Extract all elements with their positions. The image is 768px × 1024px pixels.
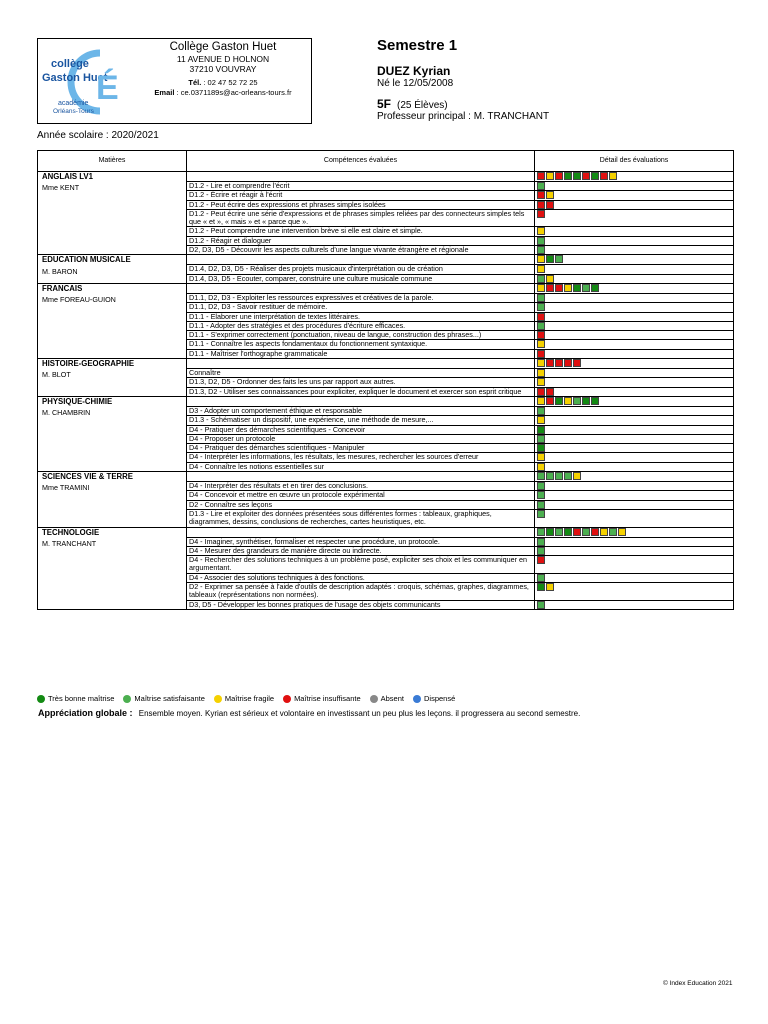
evaluation-square <box>582 284 590 292</box>
school-header-box <box>37 38 312 124</box>
skill-text: D1.2 - Peut comprendre une intervention brève si elle est claire et simple. <box>187 227 535 236</box>
skill-text: D4 - Concevoir et mettre en œuvre un protocole expérimental <box>187 491 535 500</box>
dot-icon <box>123 695 131 703</box>
legend-item <box>37 694 114 703</box>
skill-evaluations <box>535 509 734 527</box>
college-logo <box>38 41 128 121</box>
student-birthdate: Né le 12/05/2008 <box>377 78 454 89</box>
skill-evaluations <box>535 537 734 546</box>
skill-text: D1.4, D2, D3, D5 - Réaliser des projets musicaux d'interprétation ou de création <box>187 265 535 274</box>
subject-header-row <box>38 359 734 369</box>
skill-text: D1.3, D2 - Utiliser ses connaissances pour expliciter, expliquer le document et exercer son esprit critique <box>187 387 535 396</box>
subject-cell <box>38 396 187 471</box>
dot-icon <box>283 695 291 703</box>
appreciation-label: Appréciation globale : <box>38 708 133 718</box>
skill-text: D2, D3, D5 - Découvrir les aspects culturels d'une langue vivante étrangère et régionale <box>187 246 535 255</box>
skill-text: D4 - Connaître les notions essentielles sur <box>187 462 535 471</box>
evaluation-square <box>537 294 545 302</box>
skill-evaluations <box>535 236 734 245</box>
header-subjects: Matières <box>38 151 187 172</box>
evaluation-square <box>564 528 572 536</box>
skill-evaluations <box>535 582 734 600</box>
subject-name: FRANCAIS <box>42 283 83 293</box>
evaluation-square <box>537 191 545 199</box>
evaluation-square <box>537 510 545 518</box>
skill-text: D1.1 - Connaître les aspects fondamentaux du fonctionnement syntaxique. <box>187 340 535 349</box>
subject-header-row <box>38 255 734 265</box>
evaluation-square <box>573 472 581 480</box>
evaluation-square <box>555 359 563 367</box>
evaluation-square <box>537 284 545 292</box>
subject-skill-blank <box>187 283 535 293</box>
svg-text:académie: académie <box>58 100 89 107</box>
skill-evaluations <box>535 331 734 340</box>
evaluation-square <box>537 547 545 555</box>
copyright: © Index Education 2021 <box>663 980 733 987</box>
evaluation-square <box>546 284 554 292</box>
evaluation-square <box>537 172 545 180</box>
plus-circle-icon <box>37 695 45 703</box>
evaluation-square <box>582 528 590 536</box>
subject-teacher: M. TRANCHANT <box>42 538 97 548</box>
dot-icon <box>214 695 222 703</box>
evaluation-square <box>537 275 545 283</box>
skill-text: D3 - Adopter un comportement éthique et responsable <box>187 406 535 415</box>
skill-evaluations <box>535 434 734 443</box>
evaluation-square <box>537 444 545 452</box>
legend-label: Absent <box>380 694 404 703</box>
skill-text: D4 - Imaginer, synthétiser, formaliser et respecter une procédure, un protocole. <box>187 537 535 546</box>
evaluation-square <box>573 359 581 367</box>
subject-header-row <box>38 283 734 293</box>
subject-summary-evaluations <box>535 283 734 293</box>
legend-item <box>283 694 361 703</box>
skill-evaluations <box>535 274 734 283</box>
evaluation-square <box>555 528 563 536</box>
evaluation-square <box>537 237 545 245</box>
subject-summary-evaluations <box>535 472 734 482</box>
skill-text: D1.3 - Schématiser un dispositif, une expérience, une méthode de mesure,... <box>187 416 535 425</box>
evaluation-square <box>573 397 581 405</box>
subject-skill-blank <box>187 472 535 482</box>
skill-text: D1.1, D2, D3 - Savoir restituer de mémoire. <box>187 303 535 312</box>
skill-text: D1.2 - Écrire et réagir à l'écrit <box>187 191 535 200</box>
table-header-row <box>38 151 734 172</box>
skill-text: D1.2 - Réagir et dialoguer <box>187 236 535 245</box>
skill-text: D1.2 - Lire et comprendre l'écrit <box>187 182 535 191</box>
evaluation-square <box>537 388 545 396</box>
skill-text: D1.4, D3, D5 - Ecouter, comparer, construire une culture musicale commune <box>187 274 535 283</box>
skill-text: D1.3, D2, D5 - Ordonner des faits les uns par rapport aux autres. <box>187 378 535 387</box>
subject-summary-evaluations <box>535 359 734 369</box>
skill-evaluations <box>535 209 734 227</box>
subject-summary-evaluations <box>535 172 734 182</box>
skill-text: D1.1 - Adopter des stratégies et des procédures d'écriture efficaces. <box>187 321 535 330</box>
evaluation-square <box>555 284 563 292</box>
legend-label: Très bonne maîtrise <box>48 694 115 703</box>
subject-teacher: M. BLOT <box>42 370 71 380</box>
evaluation-square <box>555 255 563 263</box>
subject-teacher: Mme KENT <box>42 183 80 193</box>
skill-evaluations <box>535 482 734 491</box>
legend-item <box>123 694 204 703</box>
evaluation-square <box>537 201 545 209</box>
evaluation-square <box>546 201 554 209</box>
appreciation-text: Ensemble moyen. Kyrian est sérieux et volontaire en investissant un peu plus les leçons. il progressera au second semestre. <box>138 709 581 718</box>
subject-teacher: Mme TRAMINI <box>42 483 90 493</box>
skill-text: D1.3 - Lire et exploiter des données présentées sous différentes formes : tableaux, graphiques, diagrammes, dessins, conclusions de recherches, cartes heuristiques, etc. <box>187 509 535 527</box>
subject-name: PHYSIQUE-CHIMIE <box>42 396 113 406</box>
subject-cell <box>38 527 187 609</box>
evaluation-square <box>573 284 581 292</box>
evaluation-square <box>537 501 545 509</box>
skill-evaluations <box>535 265 734 274</box>
evaluation-square <box>591 528 599 536</box>
evaluation-square <box>537 227 545 235</box>
subject-name: ANGLAIS LV1 <box>42 172 93 181</box>
evaluation-square <box>573 528 581 536</box>
evaluation-square <box>537 574 545 582</box>
evaluation-square <box>546 275 554 283</box>
subject-name: SCIENCES VIE & TERRE <box>42 472 133 482</box>
skill-text: D2 - Connaître ses leçons <box>187 500 535 509</box>
subject-header-row <box>38 172 734 182</box>
evaluation-square <box>546 359 554 367</box>
skill-evaluations <box>535 246 734 255</box>
legend-label: Maîtrise fragile <box>224 694 275 703</box>
evaluation-square <box>537 369 545 377</box>
subject-name: EDUCATION MUSICALE <box>42 255 131 265</box>
svg-text:É: É <box>96 69 119 107</box>
evaluation-square <box>537 528 545 536</box>
skill-text: D4 - Associer des solutions techniques à des fonctions. <box>187 573 535 582</box>
skill-text: D4 - Pratiquer des démarches scientifiques - Concevoir <box>187 425 535 434</box>
evaluation-square <box>546 191 554 199</box>
school-address-line1: 11 AVENUE D HOLNON <box>176 54 270 64</box>
evaluation-square <box>537 491 545 499</box>
subject-cell <box>38 172 187 255</box>
legend <box>37 694 455 703</box>
evaluation-table <box>37 150 734 610</box>
evaluation-square <box>537 426 545 434</box>
subject-cell <box>38 472 187 527</box>
student-name: DUEZ Kyrian <box>377 64 451 78</box>
evaluation-square <box>537 255 545 263</box>
evaluation-square <box>609 528 617 536</box>
skill-evaluations <box>535 444 734 453</box>
skill-text: D1.2 - Peut écrire des expressions et phrases simples isolées <box>187 200 535 209</box>
evaluation-square <box>564 397 572 405</box>
skill-evaluations <box>535 349 734 358</box>
skill-evaluations <box>535 546 734 555</box>
skill-evaluations <box>535 303 734 312</box>
evaluation-square <box>564 472 572 480</box>
evaluation-square <box>537 463 545 471</box>
legend-item <box>214 694 274 703</box>
evaluation-square <box>537 601 545 609</box>
evaluation-square <box>555 472 563 480</box>
evaluation-square <box>591 172 599 180</box>
subject-skill-blank <box>187 396 535 406</box>
evaluation-square <box>537 583 545 591</box>
skill-text: Connaître <box>187 369 535 378</box>
subject-skill-blank <box>187 359 535 369</box>
subject-summary-evaluations <box>535 255 734 265</box>
evaluation-square <box>537 313 545 321</box>
subject-skill-blank <box>187 255 535 265</box>
evaluation-square <box>537 407 545 415</box>
skill-evaluations <box>535 556 734 574</box>
skill-text: D1.1 - S'exprimer correctement (ponctuation, niveau de langue, construction des phrases...) <box>187 331 535 340</box>
skill-text: D4 - Proposer un protocole <box>187 434 535 443</box>
evaluation-square <box>537 265 545 273</box>
skill-evaluations <box>535 491 734 500</box>
school-year: Année scolaire : 2020/2021 <box>37 130 159 141</box>
subject-header-row <box>38 527 734 537</box>
main-teacher: Professeur principal : M. TRANCHANT <box>377 111 550 122</box>
skill-text: D4 - Pratiquer des démarches scientifiques - Manipuler <box>187 444 535 453</box>
evaluation-square <box>546 397 554 405</box>
skill-evaluations <box>535 378 734 387</box>
legend-item <box>413 694 455 703</box>
evaluation-square <box>537 182 545 190</box>
skill-evaluations <box>535 227 734 236</box>
evaluation-square <box>537 538 545 546</box>
evaluation-square <box>618 528 626 536</box>
skill-evaluations <box>535 200 734 209</box>
skill-text: D1.1, D2, D3 - Exploiter les ressources expressives et créatives de la parole. <box>187 293 535 302</box>
absent-icon <box>370 695 378 703</box>
skill-evaluations <box>535 321 734 330</box>
evaluation-square <box>564 172 572 180</box>
evaluation-square <box>546 255 554 263</box>
evaluation-square <box>591 397 599 405</box>
subject-cell <box>38 255 187 284</box>
evaluation-square <box>564 359 572 367</box>
evaluation-square <box>555 397 563 405</box>
evaluation-square <box>546 388 554 396</box>
evaluation-square <box>582 397 590 405</box>
evaluation-square <box>537 416 545 424</box>
subject-header-row <box>38 396 734 406</box>
svg-text:Orléans-Tours: Orléans-Tours <box>53 108 94 115</box>
skill-text: D1.1 - Maîtriser l'orthographe grammaticale <box>187 349 535 358</box>
evaluation-square <box>564 284 572 292</box>
evaluation-square <box>537 397 545 405</box>
school-address-line2: 37210 VOUVRAY <box>189 64 257 74</box>
subject-header-row <box>38 472 734 482</box>
subject-teacher: M. CHAMBRIN <box>42 408 91 418</box>
subject-skill-blank <box>187 527 535 537</box>
skill-evaluations <box>535 293 734 302</box>
evaluation-square <box>546 583 554 591</box>
skill-text: D4 - Interpréter les informations, les résultats, les mesures, rechercher les sources d'erreur <box>187 453 535 462</box>
evaluation-square <box>537 322 545 330</box>
skill-evaluations <box>535 462 734 471</box>
subject-teacher: M. BARON <box>42 266 78 276</box>
school-info <box>138 41 308 97</box>
subject-summary-evaluations <box>535 527 734 537</box>
evaluation-square <box>609 172 617 180</box>
evaluation-square <box>537 482 545 490</box>
school-name: Collège Gaston Huet <box>169 41 277 53</box>
evaluation-square <box>546 528 554 536</box>
subject-summary-evaluations <box>535 396 734 406</box>
global-appreciation <box>38 708 580 718</box>
skill-evaluations <box>535 340 734 349</box>
evaluation-square <box>573 172 581 180</box>
skill-evaluations <box>535 500 734 509</box>
evaluation-square <box>600 172 608 180</box>
skill-text: D4 - Rechercher des solutions techniques à un problème posé, expliciter ses choix et les communiquer en argumentant. <box>187 556 535 574</box>
legend-label: Dispensé <box>423 694 456 703</box>
dispense-icon <box>413 695 421 703</box>
skill-evaluations <box>535 182 734 191</box>
evaluation-square <box>537 331 545 339</box>
subject-cell <box>38 283 187 358</box>
evaluation-square <box>591 284 599 292</box>
skill-evaluations <box>535 191 734 200</box>
evaluation-square <box>537 472 545 480</box>
skill-text: D2 - Exprimer sa pensée à l'aide d'outils de description adaptés : croquis, schémas, graphes, diagrammes, tableaux (représentations non normées). <box>187 582 535 600</box>
evaluation-square <box>537 556 545 564</box>
skill-text: D1.2 - Peut écrire une série d'expressions et de phrases simples reliées par des connecteurs simples tels que « et », « mais » et « parce que ». <box>187 209 535 227</box>
skill-evaluations <box>535 387 734 396</box>
legend-label: Maîtrise satisfaisante <box>134 694 205 703</box>
skill-text: D1.1 - Elaborer une interprétation de textes littéraires. <box>187 312 535 321</box>
legend-label: Maîtrise insuffisante <box>294 694 361 703</box>
header-details: Détail des évaluations <box>535 151 734 172</box>
evaluation-square <box>546 472 554 480</box>
evaluation-square <box>537 453 545 461</box>
evaluation-square <box>537 435 545 443</box>
evaluation-square <box>537 340 545 348</box>
skill-evaluations <box>535 425 734 434</box>
skill-evaluations <box>535 416 734 425</box>
skill-evaluations <box>535 573 734 582</box>
skill-evaluations <box>535 369 734 378</box>
evaluation-square <box>537 359 545 367</box>
evaluation-square <box>537 378 545 386</box>
evaluation-square <box>546 172 554 180</box>
skill-text: D3, D5 - Développer les bonnes pratiques de l'usage des objets communicants <box>187 600 535 609</box>
subject-name: TECHNOLOGIE <box>42 527 100 537</box>
subject-teacher: Mme FOREAU-GUION <box>42 295 116 305</box>
subject-skill-blank <box>187 172 535 182</box>
subject-name: HISTOIRE-GEOGRAPHIE <box>42 359 135 369</box>
skill-evaluations <box>535 600 734 609</box>
evaluation-square <box>600 528 608 536</box>
subject-cell <box>38 359 187 397</box>
evaluation-square <box>582 172 590 180</box>
legend-item <box>370 694 404 703</box>
semester-title: Semestre 1 <box>377 37 458 54</box>
evaluation-square <box>555 172 563 180</box>
skill-evaluations <box>535 406 734 415</box>
evaluation-square <box>537 246 545 254</box>
skill-text: D4 - Mesurer des grandeurs de manière directe ou indirecte. <box>187 546 535 555</box>
student-class: 5F (25 Élèves) <box>377 97 448 111</box>
svg-text:Gaston Huet: Gaston Huet <box>42 72 108 84</box>
skill-text: D4 - Interpréter des résultats et en tirer des conclusions. <box>187 482 535 491</box>
header-skills: Compétences évaluées <box>187 151 535 172</box>
svg-text:collège: collège <box>51 58 89 70</box>
evaluation-square <box>537 210 545 218</box>
evaluation-square <box>537 350 545 358</box>
skill-evaluations <box>535 312 734 321</box>
school-email: Email : ce.0371189s@ac-orleans-tours.fr <box>154 87 292 97</box>
evaluation-square <box>537 303 545 311</box>
skill-evaluations <box>535 453 734 462</box>
school-phone: Tél. : 02 47 52 72 25 <box>188 78 258 87</box>
